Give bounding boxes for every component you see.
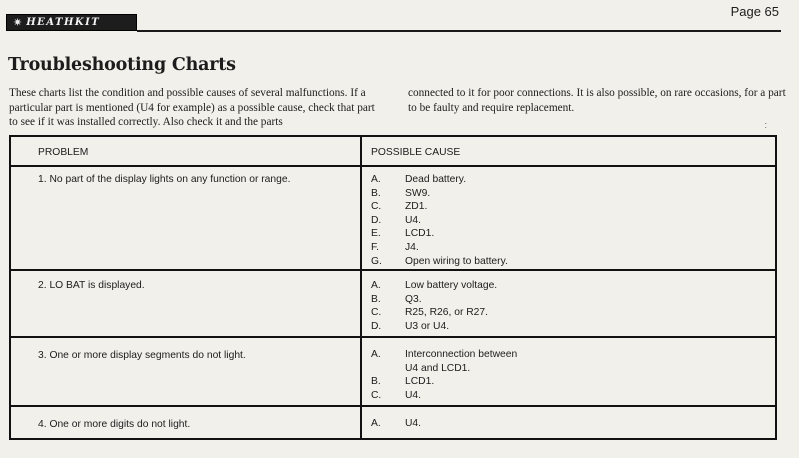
causes-list-4 [371,417,421,431]
column-divider [360,137,362,438]
cause-item: C. U4. [371,389,422,401]
page-number: Page 65 [730,4,779,19]
cause-item: A. Low battery voltage. [371,280,498,291]
problem-4: 4. One or more digits do not light. [38,419,191,430]
problem-1: 1. No part of the display lights on any function or range. [38,174,291,185]
heathkit-logo [6,14,137,31]
column-header-problem: PROBLEM [38,147,89,158]
troubleshooting-table [9,135,777,440]
cause-item: G. Open wiring to battery. [371,255,508,267]
cause-item: D. U3 or U4. [371,320,450,332]
cause-item: A. Dead battery. [371,174,467,185]
causes-list-3 [371,348,517,402]
row-divider [11,269,775,271]
intro-paragraph-right: connected to it for poor connections. It is also possible, on rare occasions, for a part to be faulty and require replacement. [408,87,786,114]
cause-item: D. U4. [371,214,422,226]
cause-item: E. LCD1. [371,228,435,240]
header-divider [11,165,775,167]
row-divider [11,405,775,407]
cause-item: B. LCD1. [371,376,435,388]
logo-text: HEATHKIT [26,17,101,28]
cause-item: B. Q3. [371,293,422,305]
causes-list-2 [371,279,497,333]
page-title: Troubleshooting Charts [8,55,236,75]
logo-star-icon: ✷ [13,16,23,29]
header-rule [137,30,781,32]
problem-3: 3. One or more display segments do not light. [38,350,246,361]
cause-item: C. ZD1. [371,201,428,213]
causes-list-1 [371,173,508,268]
row-divider [11,336,775,338]
column-header-possible-cause: POSSIBLE CAUSE [371,147,461,158]
cause-item: A. U4. [371,418,422,429]
scan-mark: : [764,120,767,130]
cause-item: A. Interconnection between U4 and LCD1. [371,349,518,374]
cause-item: C. R25, R26, or R27. [371,307,488,319]
intro-paragraph-left: These charts list the condition and possible causes of several malfunctions. If a particular part is mentioned (U4 for example) as a possible cause, check that part to see if it was installed correctly. Also check it and the parts [9,87,375,128]
cause-item: B. SW9. [371,187,431,199]
problem-2: 2. LO BAT is displayed. [38,280,145,291]
cause-item: F. J4. [371,241,419,253]
